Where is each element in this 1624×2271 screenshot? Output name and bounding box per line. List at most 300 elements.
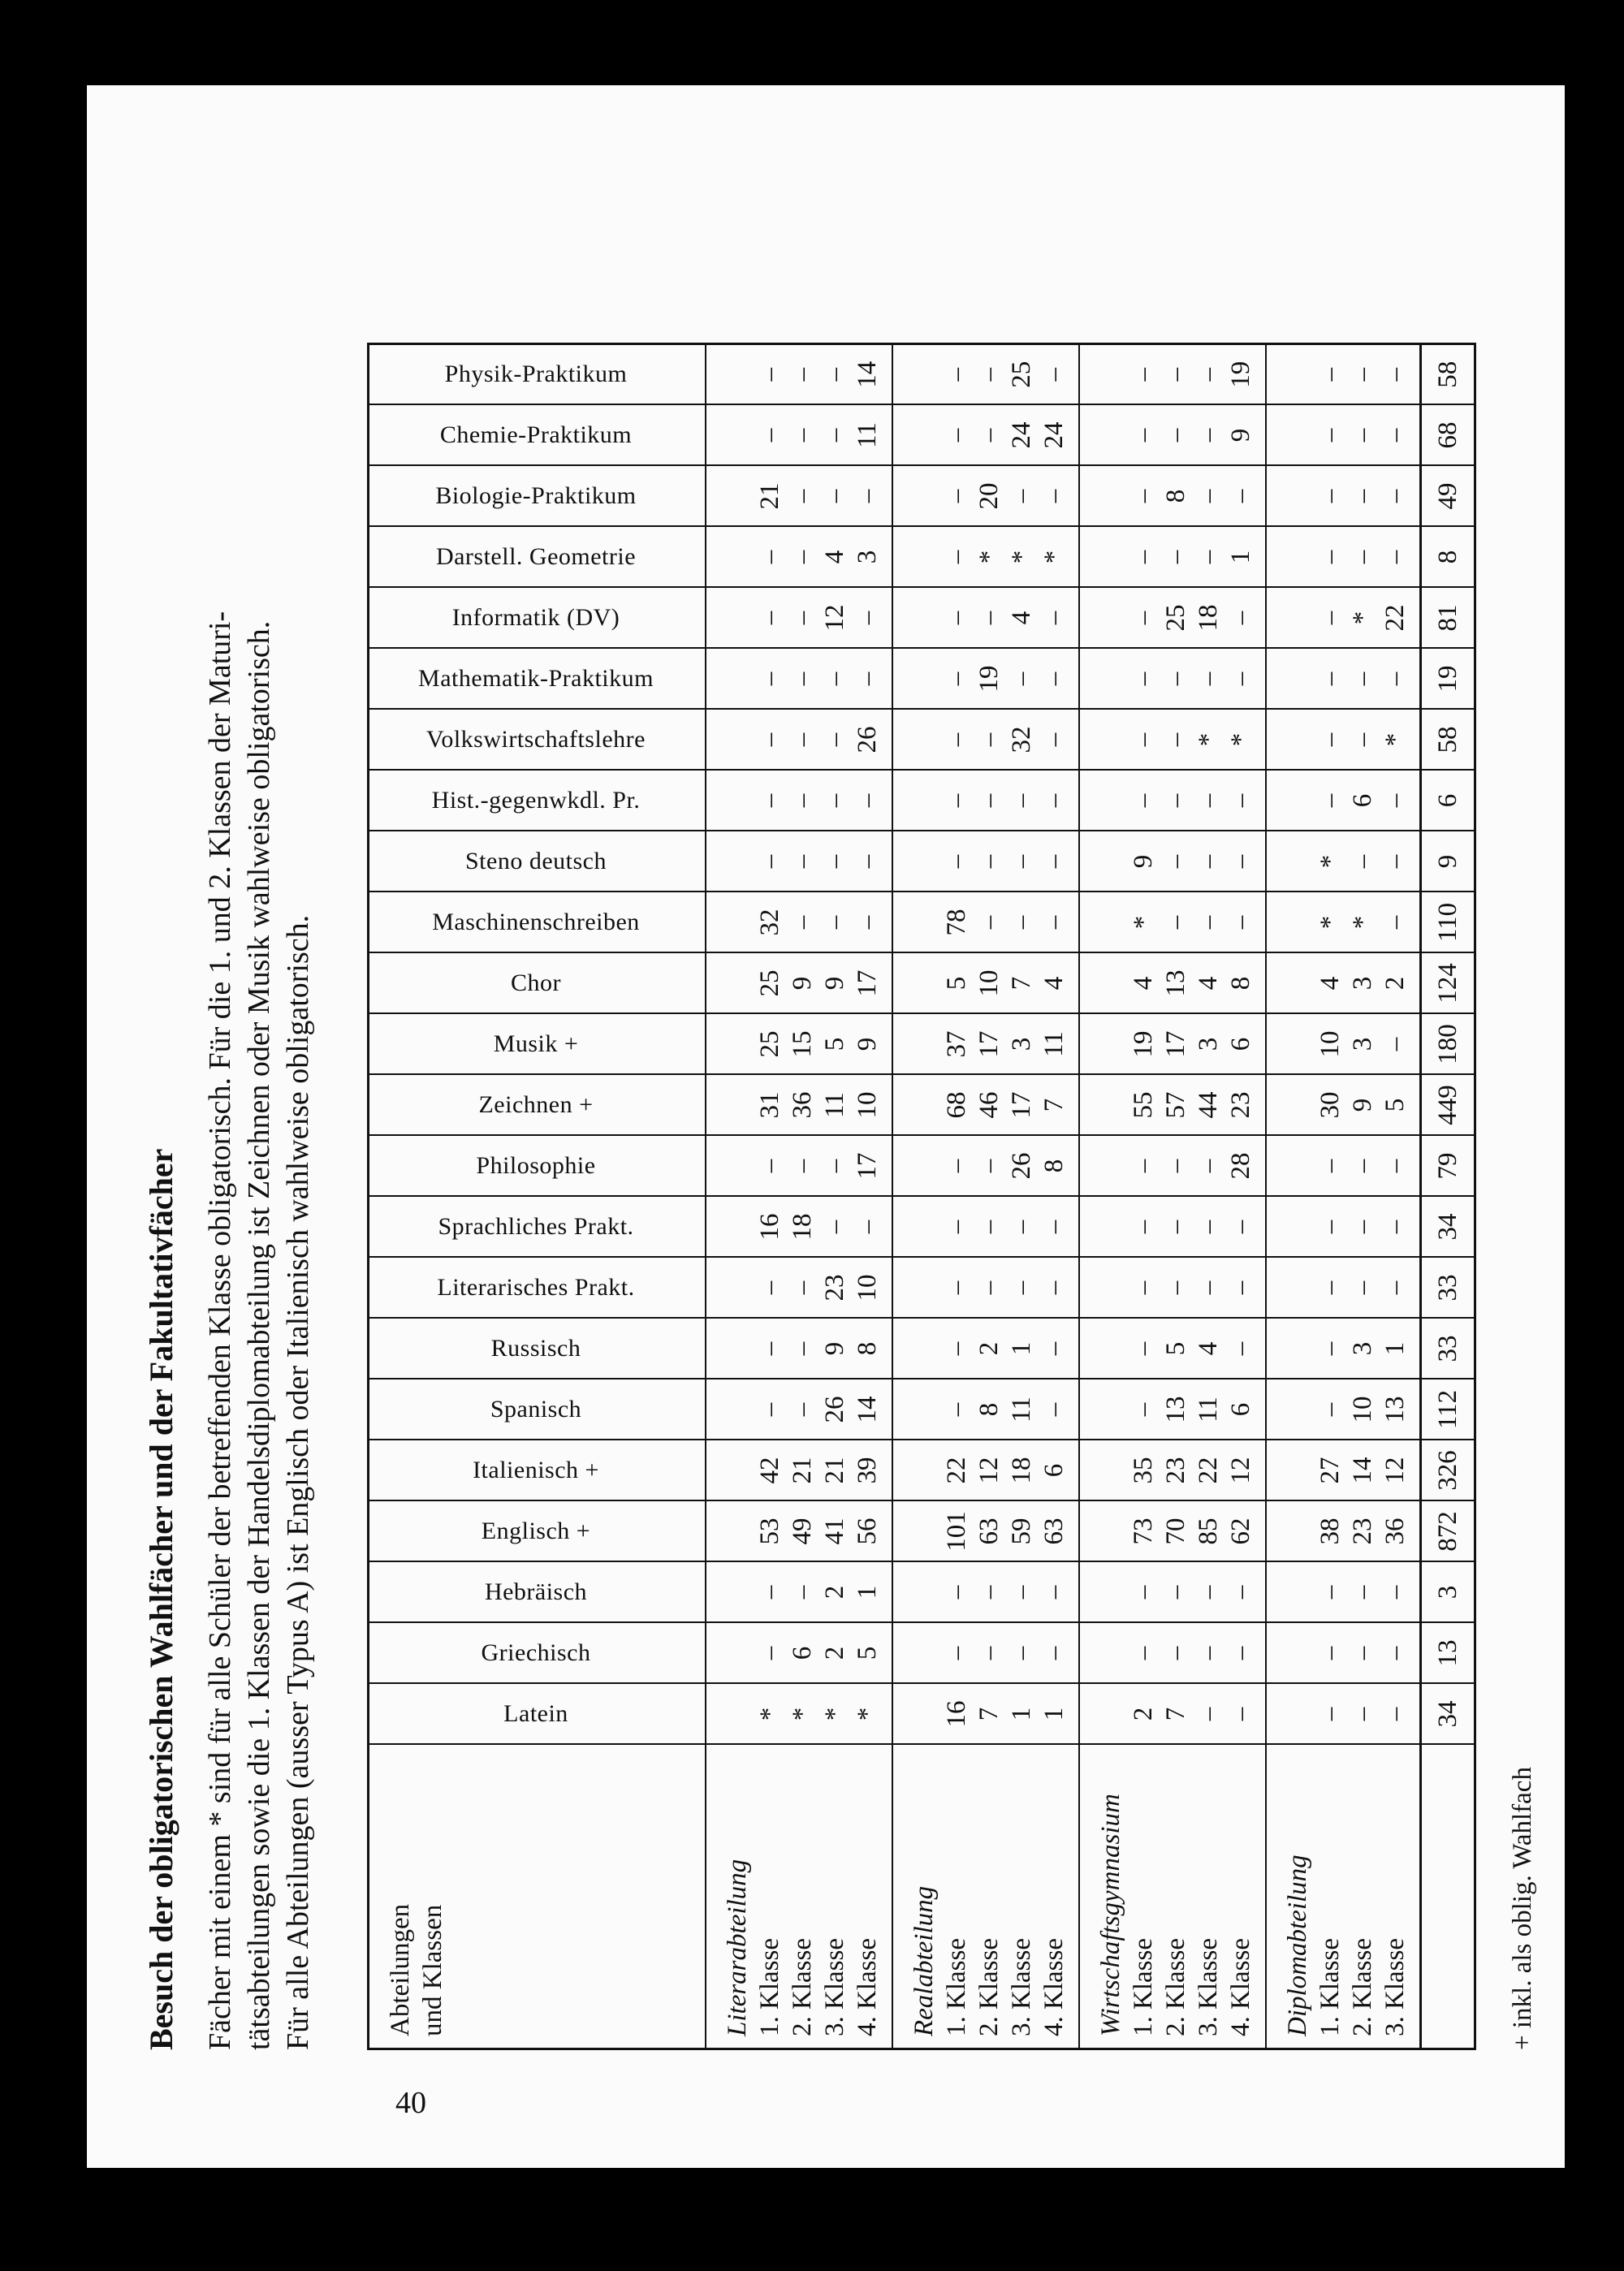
table-cell: 9: [820, 976, 849, 991]
table-cell: –: [1007, 793, 1036, 808]
table-cell: 3: [1348, 1037, 1377, 1051]
total-cell: 58: [1421, 344, 1475, 405]
table-cell: 15: [788, 1030, 817, 1058]
table-cell: –: [942, 854, 971, 869]
table-cell: 23: [820, 1274, 849, 1302]
subject-label: Literarisches Prakt.: [437, 1274, 635, 1301]
table-cell: *: [1348, 611, 1377, 625]
value-column: [892, 1014, 1079, 1075]
table-cell: –: [974, 1585, 1004, 1600]
value-column: [1079, 1501, 1266, 1562]
page-number: 40: [395, 2086, 426, 2120]
subject-label: Musik +: [493, 1030, 579, 1057]
table-row: [1266, 344, 1421, 2049]
table-cell: –: [1129, 1220, 1158, 1234]
table-cell: 21: [820, 1457, 849, 1484]
subject-label: Darstell. Geometrie: [435, 543, 637, 570]
table-cell: –: [1007, 489, 1036, 503]
subject-label: Hebräisch: [484, 1578, 588, 1605]
label-header-line: und Klassen: [418, 1904, 447, 2036]
table-cell: –: [1315, 1220, 1345, 1234]
value-column: [1079, 405, 1266, 466]
total-cell: 58: [1421, 710, 1475, 771]
table-cell: –: [1380, 1707, 1410, 1721]
table-cell: –: [1380, 1037, 1410, 1051]
table-cell: 4: [1194, 976, 1223, 991]
table-cell: 3: [1007, 1037, 1036, 1051]
table-cell: –: [1039, 368, 1069, 382]
value-column: [892, 1562, 1079, 1623]
table-cell: –: [788, 671, 817, 686]
table-cell: –: [1380, 428, 1410, 443]
table-cell: –: [974, 611, 1004, 625]
total-cell: 112: [1421, 1379, 1475, 1440]
table-cell: –: [1348, 550, 1377, 564]
value-column: [1266, 953, 1421, 1014]
table-cell: –: [1226, 671, 1255, 686]
table-cell: 12: [820, 604, 849, 632]
table-cell: 4: [1039, 976, 1069, 991]
total-cell: 13: [1421, 1623, 1475, 1684]
table-cell: 13: [1161, 1396, 1190, 1423]
table-cell: –: [1039, 915, 1069, 930]
table-cell: –: [1007, 1280, 1036, 1295]
table-cell: 55: [1129, 1091, 1158, 1119]
table-cell: 4: [1315, 976, 1345, 991]
table-cell: –: [974, 1280, 1004, 1295]
table-cell: *: [1226, 732, 1255, 747]
table-cell: –: [1226, 489, 1255, 503]
table-cell: 68: [942, 1091, 971, 1119]
subject-label: Hist.-gegenwkdl. Pr.: [431, 787, 641, 814]
table-cell: –: [755, 368, 784, 382]
class-label: 2. Klasse: [788, 1938, 817, 2036]
table-cell: –: [1161, 428, 1190, 443]
table-cell: *: [1315, 854, 1345, 869]
table-cell: 3: [853, 550, 882, 564]
value-column: [1266, 892, 1421, 953]
intro-text: [201, 304, 317, 2050]
table-cell: –: [853, 611, 882, 625]
total-cell: 19: [1421, 649, 1475, 710]
table-cell: 10: [1315, 1030, 1345, 1058]
group-block: [892, 344, 1079, 2049]
value-column: [1079, 1319, 1266, 1379]
intro-line: tätsabteilungen sowie die 1. Klassen der Handelsdiplomabteilung ist Zeichnen oder Musik wahlweise obligatorisch.: [242, 620, 276, 2050]
table-cell: 4: [1194, 1341, 1223, 1356]
table-cell: 42: [755, 1457, 784, 1484]
value-column: [706, 1623, 892, 1684]
table-cell: 5: [942, 976, 971, 991]
table-cell: 13: [1161, 969, 1190, 997]
table-cell: 27: [1315, 1457, 1345, 1484]
total-cell: 68: [1421, 405, 1475, 466]
value-column: [1266, 771, 1421, 831]
document-page: [87, 85, 1565, 2168]
table-cell: –: [788, 854, 817, 869]
label-column-header: [369, 1745, 706, 2049]
totals-label-cell: [1421, 1745, 1475, 2049]
table-cell: 85: [1194, 1518, 1223, 1545]
table-cell: –: [1315, 368, 1345, 382]
value-column: [1079, 771, 1266, 831]
value-column: [892, 1075, 1079, 1136]
value-column: [892, 771, 1079, 831]
subject-label: Chemie-Praktikum: [439, 421, 633, 448]
table-cell: –: [1007, 854, 1036, 869]
table-cell: –: [1315, 550, 1345, 564]
table-cell: 70: [1161, 1518, 1190, 1545]
table-cell: 5: [1380, 1098, 1410, 1112]
value-column: [1079, 1440, 1266, 1501]
table-cell: –: [942, 1280, 971, 1295]
total-cell: 8: [1421, 527, 1475, 588]
table-cell: –: [755, 793, 784, 808]
total-cell: 3: [1421, 1562, 1475, 1623]
table-cell: –: [1226, 915, 1255, 930]
group-label-cell: [892, 1745, 1079, 2049]
subject-label: Latein: [503, 1700, 568, 1727]
table-cell: –: [853, 854, 882, 869]
table-cell: 11: [1039, 1031, 1069, 1057]
table-cell: –: [1315, 1159, 1345, 1173]
table-cell: –: [1315, 1585, 1345, 1600]
table-cell: 25: [1007, 361, 1036, 388]
table-cell: –: [974, 368, 1004, 382]
table-cell: 4: [1129, 976, 1158, 991]
table-cell: 7: [1039, 1098, 1069, 1112]
table-cell: 8: [1226, 976, 1255, 991]
table-cell: –: [1348, 428, 1377, 443]
table-cell: –: [788, 428, 817, 443]
table-cell: –: [1007, 1220, 1036, 1234]
table-cell: –: [1380, 550, 1410, 564]
subject-header: [369, 344, 706, 405]
subject-label: Sprachliches Prakt.: [438, 1213, 634, 1240]
table-cell: 30: [1315, 1091, 1345, 1119]
value-column: [706, 588, 892, 649]
table-cell: –: [1129, 550, 1158, 564]
table-cell: –: [755, 550, 784, 564]
table-cell: 17: [853, 969, 882, 997]
table-cell: 63: [974, 1518, 1004, 1545]
table-cell: –: [755, 1402, 784, 1417]
table-cell: 25: [755, 1030, 784, 1058]
total-cell: 9: [1421, 831, 1475, 892]
subject-header: [369, 1197, 706, 1258]
table-cell: –: [974, 1159, 1004, 1173]
class-label: 3. Klasse: [1380, 1938, 1410, 2036]
table-cell: –: [1129, 428, 1158, 443]
table-cell: –: [1129, 489, 1158, 503]
table-cell: –: [1129, 611, 1158, 625]
table-cell: 9: [853, 1037, 882, 1051]
table-cell: –: [974, 1646, 1004, 1660]
table-cell: 14: [853, 361, 882, 388]
value-column: [706, 1562, 892, 1623]
value-column: [1079, 710, 1266, 771]
value-column: [706, 710, 892, 771]
value-column: [892, 710, 1079, 771]
table-cell: –: [788, 1280, 817, 1295]
total-cell: 110: [1421, 892, 1475, 953]
subject-label: Philosophie: [476, 1152, 596, 1179]
table-cell: 8: [853, 1341, 882, 1356]
total-cell: 6: [1421, 771, 1475, 831]
table-cell: –: [1348, 1646, 1377, 1660]
table-cell: –: [942, 732, 971, 747]
table-cell: –: [820, 428, 849, 443]
table-cell: –: [1380, 915, 1410, 930]
value-column: [1079, 649, 1266, 710]
table-cell: 24: [1007, 421, 1036, 449]
total-cell: 180: [1421, 1014, 1475, 1075]
value-column: [892, 1319, 1079, 1379]
table-cell: 36: [1380, 1518, 1410, 1545]
subject-header: [369, 1562, 706, 1623]
value-column: [892, 588, 1079, 649]
table-cell: –: [942, 1341, 971, 1356]
table-cell: 2: [820, 1646, 849, 1660]
table-cell: 5: [820, 1037, 849, 1051]
table-cell: 23: [1161, 1457, 1190, 1484]
subject-label: Physik-Praktikum: [444, 361, 628, 388]
group-label-cell: [1079, 1745, 1266, 2049]
table-cell: –: [755, 1280, 784, 1295]
table-cell: –: [1226, 1646, 1255, 1660]
value-column: [706, 466, 892, 527]
value-column: [1079, 1684, 1266, 1745]
table-cell: 10: [974, 969, 1004, 997]
table-cell: 7: [1161, 1707, 1190, 1721]
value-column: [1266, 405, 1421, 466]
table-cell: –: [1380, 1646, 1410, 1660]
value-column: [1079, 1258, 1266, 1319]
table-cell: –: [788, 368, 817, 382]
value-column: [892, 466, 1079, 527]
table-cell: 78: [942, 909, 971, 936]
table-cell: 6: [1039, 1463, 1069, 1478]
table-cell: –: [1161, 368, 1190, 382]
group-name: Literarabteilung: [723, 1859, 752, 2036]
table-cell: –: [1039, 1341, 1069, 1356]
value-column: [892, 1197, 1079, 1258]
table-cell: –: [1161, 671, 1190, 686]
table-cell: 1: [1380, 1341, 1410, 1356]
subject-header: [369, 1440, 706, 1501]
value-column: [706, 405, 892, 466]
table-cell: 46: [974, 1091, 1004, 1119]
table-cell: –: [1348, 1585, 1377, 1600]
subject-label: Zeichnen +: [478, 1091, 594, 1118]
value-column: [1079, 1623, 1266, 1684]
table-cell: 36: [788, 1091, 817, 1119]
subject-header: [369, 1379, 706, 1440]
table-cell: –: [1039, 1402, 1069, 1417]
table-cell: –: [1161, 732, 1190, 747]
table-cell: –: [788, 732, 817, 747]
table-cell: –: [1348, 854, 1377, 869]
table-cell: –: [1194, 550, 1223, 564]
value-column: [1266, 1258, 1421, 1319]
table-cell: *: [820, 1707, 849, 1721]
group-label-cell: [706, 1745, 892, 2049]
class-label: 1. Klasse: [942, 1938, 971, 2036]
subject-label: Englisch +: [481, 1518, 591, 1544]
table-cell: –: [755, 428, 784, 443]
table-cell: 18: [1007, 1457, 1036, 1484]
table-cell: 5: [1161, 1341, 1190, 1356]
table-cell: –: [820, 915, 849, 930]
table-cell: 10: [853, 1091, 882, 1119]
value-column: [706, 953, 892, 1014]
value-column: [706, 1258, 892, 1319]
table-header-row: [369, 344, 706, 2049]
table-cell: –: [1380, 793, 1410, 808]
table-cell: 11: [853, 422, 882, 448]
table-cell: 11: [1194, 1397, 1223, 1423]
table-cell: –: [788, 915, 817, 930]
table-cell: –: [1039, 671, 1069, 686]
table-row: [706, 344, 892, 2049]
value-column: [1266, 710, 1421, 771]
value-column: [706, 1684, 892, 1745]
value-column: [1079, 892, 1266, 953]
value-column: [1079, 1197, 1266, 1258]
class-label: 4. Klasse: [1226, 1938, 1255, 2036]
value-column: [1266, 1136, 1421, 1197]
group-block: [706, 344, 892, 2049]
table-cell: –: [1380, 854, 1410, 869]
value-column: [1266, 466, 1421, 527]
table-cell: 17: [853, 1152, 882, 1180]
subject-header: [369, 588, 706, 649]
table-cell: –: [1348, 1220, 1377, 1234]
table-cell: –: [853, 489, 882, 503]
table-cell: –: [1315, 732, 1345, 747]
table-cell: 2: [820, 1585, 849, 1600]
table-cell: 22: [1194, 1457, 1223, 1484]
value-column: [706, 1136, 892, 1197]
value-column: [1266, 1440, 1421, 1501]
table-cell: –: [942, 368, 971, 382]
table-cell: –: [788, 489, 817, 503]
subject-header: [369, 1075, 706, 1136]
table-cell: –: [1161, 915, 1190, 930]
total-cell: 449: [1421, 1075, 1475, 1136]
table-cell: *: [788, 1707, 817, 1721]
table-cell: –: [1161, 793, 1190, 808]
table-cell: –: [1315, 793, 1345, 808]
table-cell: 2: [974, 1341, 1004, 1356]
table-cell: 28: [1226, 1152, 1255, 1180]
table-cell: 53: [755, 1518, 784, 1545]
table-cell: –: [942, 428, 971, 443]
table-cell: –: [1226, 1280, 1255, 1295]
table-cell: –: [755, 1646, 784, 1660]
table-cell: *: [974, 550, 1004, 564]
table-cell: 41: [820, 1518, 849, 1545]
table-cell: –: [1315, 428, 1345, 443]
table-cell: *: [1039, 550, 1069, 564]
table-cell: 10: [853, 1274, 882, 1302]
table-cell: –: [820, 368, 849, 382]
table-cell: –: [1129, 1585, 1158, 1600]
table-cell: –: [788, 1159, 817, 1173]
total-cell: 34: [1421, 1684, 1475, 1745]
subject-header: [369, 1501, 706, 1562]
subject-header: [369, 466, 706, 527]
table-cell: –: [755, 1159, 784, 1173]
table-cell: –: [1315, 1646, 1345, 1660]
table-cell: –: [974, 854, 1004, 869]
table-cell: –: [1161, 1280, 1190, 1295]
table-cell: –: [1194, 1707, 1223, 1721]
table-cell: –: [1039, 1220, 1069, 1234]
value-column: [892, 953, 1079, 1014]
subject-label: Maschinenschreiben: [432, 909, 640, 935]
table-cell: 32: [1007, 726, 1036, 753]
table-cell: 18: [788, 1213, 817, 1241]
value-column: [1266, 1562, 1421, 1623]
value-column: [706, 344, 892, 405]
table-cell: 9: [1129, 854, 1158, 869]
table-cell: –: [1380, 1280, 1410, 1295]
table-cell: *: [1315, 915, 1345, 930]
class-label: 3. Klasse: [820, 1938, 849, 2036]
table-cell: –: [942, 489, 971, 503]
table-cell: 17: [1007, 1091, 1036, 1119]
table-cell: –: [755, 611, 784, 625]
subject-header: [369, 405, 706, 466]
total-cell: 326: [1421, 1440, 1475, 1501]
table-cell: –: [820, 793, 849, 808]
table-cell: 1: [1007, 1341, 1036, 1356]
group-name: Realabteilung: [909, 1885, 939, 2036]
value-column: [892, 1440, 1079, 1501]
value-column: [1079, 953, 1266, 1014]
value-column: [1079, 527, 1266, 588]
table-cell: –: [1039, 854, 1069, 869]
value-column: [1266, 1197, 1421, 1258]
table-cell: –: [1194, 671, 1223, 686]
value-column: [1079, 1136, 1266, 1197]
table-cell: –: [942, 1585, 971, 1600]
table-cell: 16: [755, 1213, 784, 1241]
table-cell: 9: [820, 1341, 849, 1356]
table-cell: 8: [1039, 1159, 1069, 1173]
table-cell: –: [1039, 611, 1069, 625]
table-cell: –: [1039, 1585, 1069, 1600]
value-column: [892, 1501, 1079, 1562]
table-cell: –: [1194, 428, 1223, 443]
table-cell: –: [1348, 732, 1377, 747]
subject-label: Spanisch: [490, 1396, 582, 1423]
value-column: [706, 892, 892, 953]
table-cell: 73: [1129, 1518, 1158, 1545]
table-cell: –: [853, 793, 882, 808]
table-cell: –: [1348, 489, 1377, 503]
table-cell: 1: [1007, 1707, 1036, 1721]
table-cell: –: [1039, 1280, 1069, 1295]
value-column: [1266, 831, 1421, 892]
subject-label: Steno deutsch: [465, 848, 607, 874]
table-cell: –: [820, 1220, 849, 1234]
value-column: [1079, 831, 1266, 892]
table-cell: 14: [1348, 1457, 1377, 1484]
value-column: [1079, 1075, 1266, 1136]
table-cell: 3: [1348, 976, 1377, 991]
